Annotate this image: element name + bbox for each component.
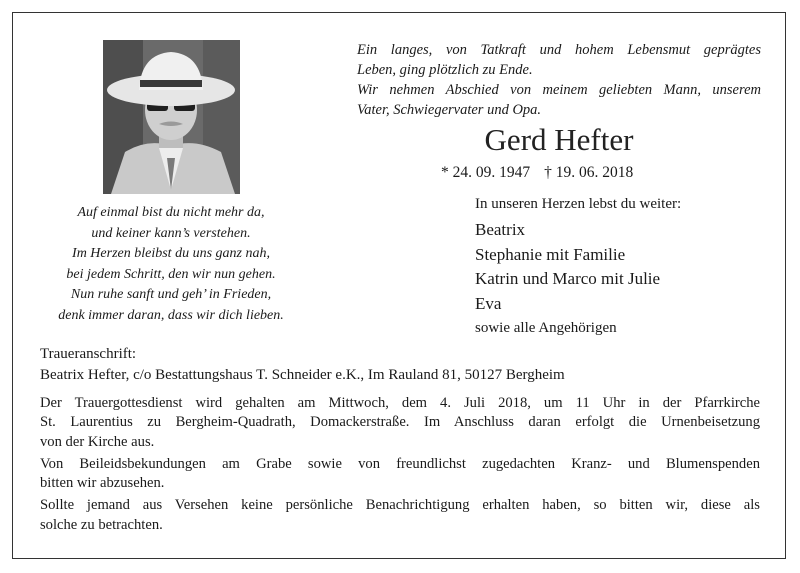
poem bbox=[30, 203, 312, 326]
poem-line: und keiner kann’s verstehen. bbox=[91, 225, 251, 241]
death-date: † 19. 06. 2018 bbox=[544, 164, 634, 181]
paragraph-line: von der Kirche aus. bbox=[40, 433, 155, 450]
life-dates bbox=[441, 164, 633, 182]
intro-line: Vater, Schwiegervater und Opa. bbox=[357, 102, 542, 118]
poem-line: Nun ruhe sanft und geh’ in Frieden, bbox=[70, 287, 272, 302]
condolence-paragraph bbox=[40, 455, 760, 494]
service-paragraph bbox=[40, 394, 760, 452]
mourning-address bbox=[40, 344, 760, 386]
paragraph-line: Von Beileidsbekundungen am Grabe sowie von freundlichst zugedachten Kranz- und Blumenspenden bbox=[40, 455, 760, 472]
poem-line: Im Herzen bleibst du uns ganz nah, bbox=[72, 246, 270, 261]
paragraph-line: Der Trauergottesdienst wird gehalten am Mittwoch, dem 4. Juli 2018, um 11 Uhr in der Pfarrkirche bbox=[40, 395, 760, 411]
poem-line: denk immer daran, dass wir dich lieben. bbox=[58, 307, 284, 323]
family-names bbox=[475, 218, 681, 316]
family-member: Katrin und Marco mit Julie bbox=[475, 269, 661, 288]
family-relatives: sowie alle Angehörigen bbox=[475, 320, 617, 336]
notice-body bbox=[40, 394, 760, 538]
family-member: Beatrix bbox=[475, 220, 526, 239]
notification-paragraph bbox=[40, 496, 760, 535]
paragraph-line: bitten wir abzusehen. bbox=[40, 475, 165, 492]
paragraph-line: solche zu betrachten. bbox=[40, 516, 163, 533]
family-member: Stephanie mit Familie bbox=[475, 244, 626, 264]
paragraph-line: Sollte jemand aus Versehen keine persönliche Benachrichtigung erhalten haben, so bitten wir, diese als bbox=[40, 497, 760, 514]
poem-line: Auf einmal bist du nicht mehr da, bbox=[77, 205, 265, 220]
address-label: Traueranschrift: bbox=[40, 346, 137, 362]
intro-line: Leben, ging plötzlich zu Ende. bbox=[357, 62, 533, 78]
address-value: Beatrix Hefter, c/o Bestattungshaus T. Schneider e.K., Im Rauland 81, 50127 Bergheim bbox=[40, 367, 565, 383]
portrait-photo bbox=[103, 40, 240, 194]
intro-line: Ein langes, von Tatkraft und hohem Lebensmut geprägtes bbox=[357, 42, 761, 58]
family-member: Eva bbox=[475, 293, 502, 313]
family-lead: In unseren Herzen lebst du weiter: bbox=[475, 196, 682, 212]
paragraph-line: St. Laurentius zu Bergheim-Quadrath, Domackerstraße. Im Anschluss daran erfolgt die Urnenbeisetzung bbox=[40, 414, 760, 431]
birth-date: * 24. 09. 1947 bbox=[441, 164, 531, 181]
poem-line: bei jedem Schritt, den wir nun gehen. bbox=[66, 266, 276, 282]
intro-line: Wir nehmen Abschied von meinem geliebten Mann, unserem bbox=[357, 82, 761, 98]
family-block bbox=[475, 194, 681, 340]
intro-text bbox=[357, 40, 761, 120]
deceased-name: Gerd Hefter bbox=[484, 122, 634, 157]
